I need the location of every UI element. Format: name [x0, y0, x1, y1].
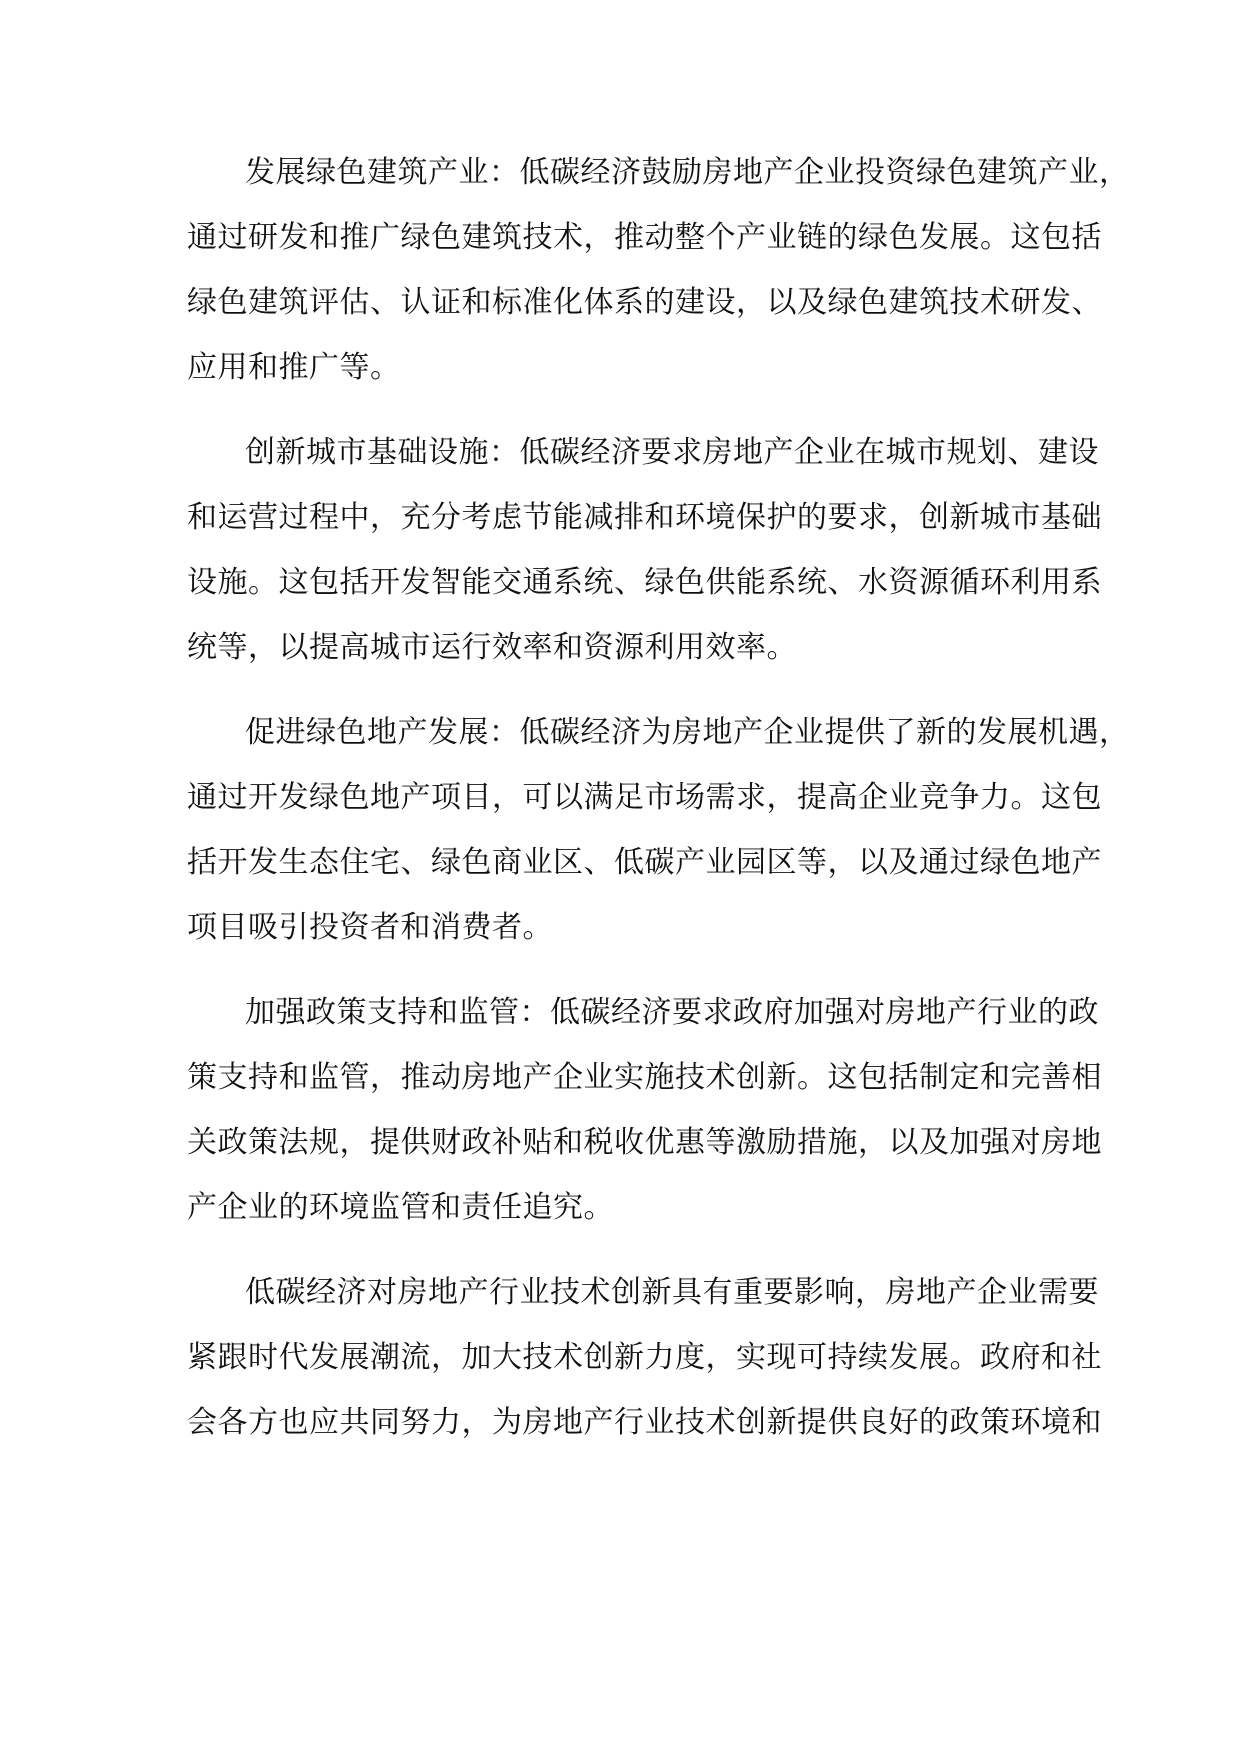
paragraph-line: 和运营过程中，充分考虑节能减排和环境保护的要求，创新城市基础 — [187, 500, 1102, 535]
paragraph-line: 紧跟时代发展潮流，加大技术创新力度，实现可持续发展。政府和社 — [187, 1340, 1102, 1375]
paragraph-line: 策支持和监管，推动房地产企业实施技术创新。这包括制定和完善相 — [187, 1060, 1102, 1095]
paragraph-line: 发展绿色建筑产业：低碳经济鼓励房地产企业投资绿色建筑产业， — [245, 155, 1130, 190]
paragraph-line: 通过研发和推广绿色建筑技术，推动整个产业链的绿色发展。这包括 — [187, 220, 1102, 255]
paragraph-green-real-estate — [187, 700, 1130, 960]
paragraph-line: 通过开发绿色地产项目，可以满足市场需求，提高企业竞争力。这包 — [187, 780, 1102, 815]
paragraph-line: 关政策法规，提供财政补贴和税收优惠等激励措施，以及加强对房地 — [187, 1125, 1102, 1160]
paragraph-line: 促进绿色地产发展：低碳经济为房地产企业提供了新的发展机遇， — [245, 715, 1130, 750]
paragraph-green-building — [187, 140, 1130, 400]
paragraph-policy-support — [187, 980, 1102, 1240]
paragraph-line: 加强政策支持和监管：低碳经济要求政府加强对房地产行业的政 — [245, 995, 1099, 1030]
paragraph-line: 统等，以提高城市运行效率和资源利用效率。 — [187, 630, 797, 665]
paragraph-line: 低碳经济对房地产行业技术创新具有重要影响，房地产企业需要 — [245, 1275, 1099, 1310]
paragraph-urban-infrastructure — [187, 420, 1102, 680]
paragraph-line: 产企业的环境监管和责任追究。 — [187, 1190, 614, 1225]
paragraph-line: 绿色建筑评估、认证和标准化体系的建设，以及绿色建筑技术研发、 — [187, 285, 1102, 320]
paragraph-line: 括开发生态住宅、绿色商业区、低碳产业园区等，以及通过绿色地产 — [187, 845, 1102, 880]
paragraph-line: 设施。这包括开发智能交通系统、绿色供能系统、水资源循环利用系 — [187, 565, 1102, 600]
paragraph-line: 应用和推广等。 — [187, 350, 401, 385]
paragraph-line: 项目吸引投资者和消费者。 — [187, 910, 553, 945]
paragraph-line: 创新城市基础设施：低碳经济要求房地产企业在城市规划、建设 — [245, 435, 1099, 470]
document-body — [187, 140, 1130, 1475]
paragraph-conclusion — [187, 1260, 1102, 1455]
paragraph-line: 会各方也应共同努力，为房地产行业技术创新提供良好的政策环境和 — [187, 1405, 1102, 1440]
